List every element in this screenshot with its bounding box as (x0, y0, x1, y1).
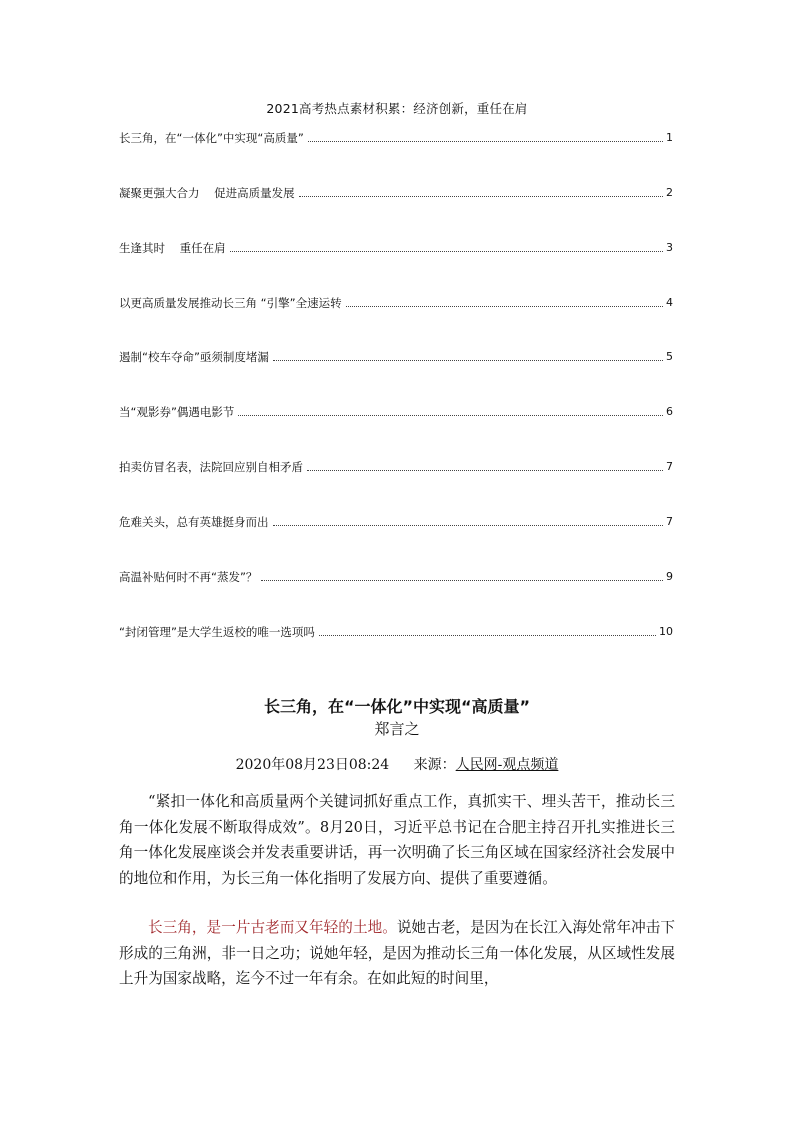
toc-entry-title: 凝聚更强大合力 促进高质量发展 (119, 186, 295, 200)
source-label: 来源： (413, 757, 456, 773)
toc-leader-dots (230, 250, 663, 252)
toc-entry-title: 遏制“校车夺命”亟须制度堵漏 (119, 350, 269, 364)
toc-entry-title: 高温补贴何时不再“蒸发”？ (119, 570, 258, 584)
toc-leader-dots (273, 524, 664, 526)
toc-leader-dots (299, 195, 663, 197)
article-date: 2020年08月23日08:24 (235, 757, 390, 773)
toc-entry[interactable] (119, 569, 673, 585)
toc-page-number: 2 (666, 186, 673, 199)
toc-leader-dots (238, 414, 663, 416)
toc-page-number: 3 (666, 241, 673, 254)
toc-entry[interactable] (119, 185, 673, 201)
toc-leader-dots (261, 579, 663, 581)
toc-leader-dots (308, 140, 663, 142)
toc-leader-dots (346, 305, 663, 307)
toc-page-number: 1 (666, 131, 673, 144)
article-paragraph-1: “紧扣一体化和高质量两个关键词抓好重点工作，真抓实干、埋头苦干，推动长三角一体化发展不断取得成效”。8月20日，习近平总书记在合肥主持召开扎实推进长三角一体化发展座谈会并发表重要讲话，再一次明确了长三角区域在国家经济社会发展中的地位和作用，为长三角一体化指明了发展方向、提供了重要遵循。 (119, 793, 675, 887)
toc-entry[interactable] (119, 404, 673, 420)
toc-entry[interactable] (119, 240, 673, 256)
toc-entry[interactable] (119, 295, 673, 311)
article-meta (0, 754, 794, 774)
toc-entry[interactable] (119, 130, 673, 146)
toc-leader-dots (319, 634, 656, 636)
toc-page-number: 9 (666, 570, 673, 583)
toc-entry-title: “封闭管理”是大学生返校的唯一选项吗 (119, 625, 315, 639)
toc-entry-title: 危难关头，总有英雄挺身而出 (119, 515, 269, 529)
article-paragraph-2 (119, 915, 675, 992)
document-title: 2021高考热点素材积累：经济创新，重任在肩 (266, 101, 528, 116)
toc-entry[interactable] (119, 349, 673, 365)
article-title: 长三角，在“一体化”中实现“高质量” (263, 697, 531, 716)
toc-page-number: 6 (666, 405, 673, 418)
toc-page-number: 7 (666, 515, 673, 528)
toc-page-number: 7 (666, 460, 673, 473)
toc-entry[interactable] (119, 514, 673, 530)
toc-leader-dots (273, 359, 663, 361)
article-author: 郑言之 (374, 720, 420, 738)
toc-entry[interactable] (119, 459, 673, 475)
toc-leader-dots (307, 469, 663, 471)
toc-entry[interactable] (119, 624, 673, 640)
paragraph-2-text: 说她古老，是因为在长江入海处常年冲击下形成的三角洲，非一日之功；说她年轻，是因为推动长三角一体化发展，从区域性发展上升为国家战略，迄今不过一年有余。在如此短的时间里， (119, 919, 675, 987)
toc-entry-title: 生逢其时 重任在肩 (119, 241, 226, 255)
toc-page-number: 10 (659, 625, 673, 638)
toc-entry-title: 拍卖仿冒名表，法院回应别自相矛盾 (119, 460, 303, 474)
source-link[interactable]: 人民网-观点频道 (455, 757, 559, 773)
toc-entry-title: 长三角，在“一体化”中实现“高质量” (119, 131, 304, 145)
toc-entry-title: 当“观影券”偶遇电影节 (119, 405, 235, 419)
toc-page-number: 4 (666, 296, 673, 309)
highlighted-sentence: 长三角，是一片古老而又年轻的土地。 (148, 919, 397, 936)
toc-page-number: 5 (666, 350, 673, 363)
toc-entry-title: 以更高质量发展推动长三角 “引擎”全速运转 (119, 296, 342, 310)
